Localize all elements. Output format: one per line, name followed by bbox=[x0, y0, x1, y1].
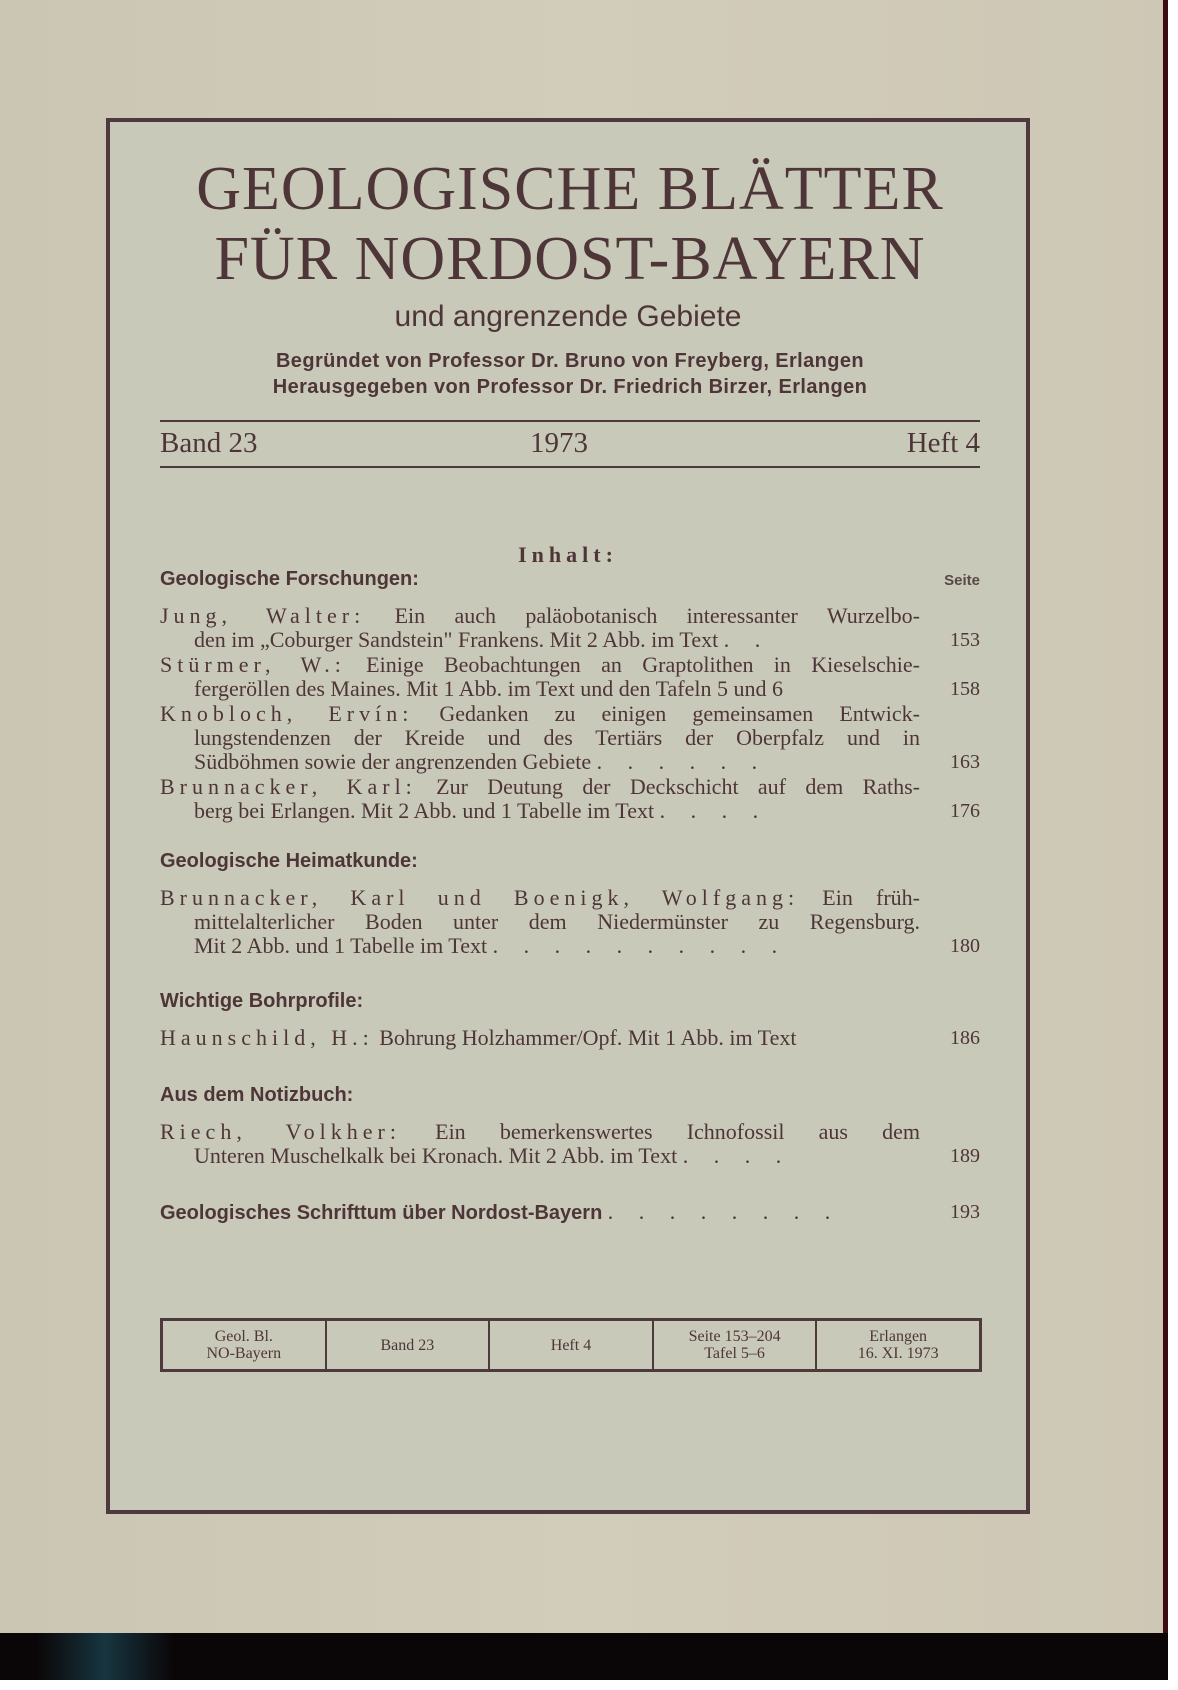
entry-author: Stürmer, W.: bbox=[160, 652, 346, 677]
entry-page-number: 189 bbox=[950, 1145, 980, 1167]
toc-entry[interactable] bbox=[160, 604, 980, 652]
entry-title-line: Ein bemerkenswertes Ichnofossil aus dem bbox=[435, 1119, 921, 1144]
entry-title-line: Ein früh- bbox=[822, 885, 921, 910]
journal-title-line2: FÜR NORDOST-BAYERN bbox=[214, 225, 926, 293]
year-label: 1973 bbox=[530, 427, 588, 459]
entry-author: Brunnacker, Karl: bbox=[160, 774, 417, 799]
scan-glow bbox=[35, 1633, 175, 1680]
divider-bottom bbox=[160, 466, 980, 468]
entry-author: Riech, Volkher: bbox=[160, 1119, 401, 1144]
page-edge-shadow bbox=[1163, 0, 1168, 1633]
cell-line: Heft 4 bbox=[550, 1336, 592, 1354]
entry-author: Jung, Walter: bbox=[160, 603, 366, 628]
cell-line: Seite 153–204 bbox=[688, 1328, 781, 1345]
entry-title-line: Ein auch paläobotanisch interessanter Wurzelbo- bbox=[394, 603, 920, 628]
toc-entry[interactable] bbox=[160, 1026, 980, 1050]
cell-line: Geol. Bl. bbox=[214, 1328, 273, 1345]
leader-dots: . . . . bbox=[659, 798, 769, 823]
entry-title-line: Zur Deutung der Deckschicht auf dem Raths- bbox=[436, 774, 921, 799]
leader-dots: . . . . . . . . . . bbox=[492, 933, 788, 958]
entry-title-line: berg bei Erlangen. Mit 2 Abb. und 1 Tabelle im Text bbox=[194, 798, 655, 823]
cell-line: Tafel 5–6 bbox=[704, 1345, 765, 1362]
section-heading: Wichtige Bohrprofile: bbox=[160, 990, 364, 1012]
volume-label: Band 23 bbox=[160, 427, 258, 459]
scan-bottom-band bbox=[0, 1633, 1168, 1680]
entry-title-line: Gedanken zu einigen gemeinsamen Entwick- bbox=[439, 701, 920, 726]
cell-line: Erlangen bbox=[869, 1328, 928, 1345]
cell-line: 16. XI. 1973 bbox=[857, 1345, 939, 1362]
page-column-label: Seite bbox=[944, 572, 980, 589]
entry-author: Knobloch, Ervín: bbox=[160, 701, 414, 726]
citation-cell-pages bbox=[654, 1321, 818, 1369]
entry-page-number: 186 bbox=[950, 1027, 980, 1049]
leader-dots: . . . . . . bbox=[596, 749, 768, 774]
entry-title-line: Südböhmen sowie der angrenzenden Gebiete bbox=[194, 749, 592, 774]
leader-dots: . . bbox=[723, 627, 771, 652]
citation-table bbox=[160, 1318, 982, 1372]
entry-title-line: fergeröllen des Maines. Mit 1 Abb. im Text und den Tafeln 5 und 6 bbox=[194, 676, 783, 701]
issue-number-label: Heft 4 bbox=[906, 427, 980, 459]
entry-page-number: 153 bbox=[950, 629, 980, 651]
toc-entry[interactable] bbox=[160, 653, 980, 701]
journal-subtitle: und angrenzende Gebiete bbox=[394, 300, 742, 333]
journal-title-line1: GEOLOGISCHE BLÄTTER bbox=[196, 155, 944, 223]
citation-cell-volume bbox=[327, 1321, 491, 1369]
entry-title-line: den im „Coburger Sandstein" Frankens. Mit 2 Abb. im Text bbox=[194, 627, 719, 652]
leader-dots: . . . . . . . . bbox=[607, 1199, 841, 1224]
entry-title-line: Unteren Muschelkalk bei Kronach. Mit 2 Abb. im Text bbox=[194, 1143, 678, 1168]
toc-entry[interactable] bbox=[160, 1120, 980, 1168]
toc-entry[interactable] bbox=[160, 775, 980, 823]
citation-cell-issue bbox=[490, 1321, 654, 1369]
contents-heading: Inhalt: bbox=[518, 542, 618, 567]
entry-page-number: 180 bbox=[950, 935, 980, 957]
entry-author: Brunnacker, Karl und Boenigk, Wolfgang: bbox=[160, 885, 800, 910]
cell-line: NO-Bayern bbox=[206, 1345, 282, 1362]
entry-title-line: lungstendenzen der Kreide und des Tertiärs der Oberpfalz und in bbox=[194, 725, 920, 750]
toc-entry[interactable] bbox=[160, 702, 980, 774]
entry-page-number: 163 bbox=[950, 751, 980, 773]
entry-author: Haunschild, H.: bbox=[160, 1025, 374, 1050]
citation-cell-journal bbox=[163, 1321, 327, 1369]
cover-frame bbox=[106, 118, 1030, 1514]
entry-title-line: Bohrung Holzhammer/Opf. Mit 1 Abb. im Text bbox=[379, 1025, 797, 1050]
divider-top bbox=[160, 420, 980, 422]
entry-title-line: Mit 2 Abb. und 1 Tabelle im Text bbox=[194, 933, 488, 958]
section-heading: Geologische Heimatkunde: bbox=[160, 850, 418, 872]
editor-credit: Herausgegeben von Professor Dr. Friedrich Birzer, Erlangen bbox=[272, 376, 868, 398]
cell-line: Band 23 bbox=[380, 1336, 435, 1354]
citation-cell-place-date bbox=[817, 1321, 979, 1369]
leader-dots: . . . . bbox=[682, 1143, 792, 1168]
section-heading: Aus dem Notizbuch: bbox=[160, 1084, 354, 1106]
founder-credit: Begründet von Professor Dr. Bruno von Freyberg, Erlangen bbox=[275, 350, 865, 372]
toc-entry[interactable] bbox=[160, 886, 980, 958]
entry-title-line: mittelalterlicher Boden unter dem Niedermünster zu Regensburg. bbox=[194, 909, 920, 934]
entry-page-number: 176 bbox=[950, 800, 980, 822]
section-heading: Geologisches Schrifttum über Nordost-Bayern bbox=[160, 1202, 603, 1224]
entry-page-number: 158 bbox=[950, 678, 980, 700]
entry-page-number: 193 bbox=[950, 1201, 980, 1223]
section-heading: Geologische Forschungen: bbox=[160, 568, 419, 590]
toc-entry-bibliography[interactable] bbox=[160, 1200, 980, 1224]
entry-title-line: Einige Beobachtungen an Graptolithen in Kieselschie- bbox=[366, 652, 920, 677]
